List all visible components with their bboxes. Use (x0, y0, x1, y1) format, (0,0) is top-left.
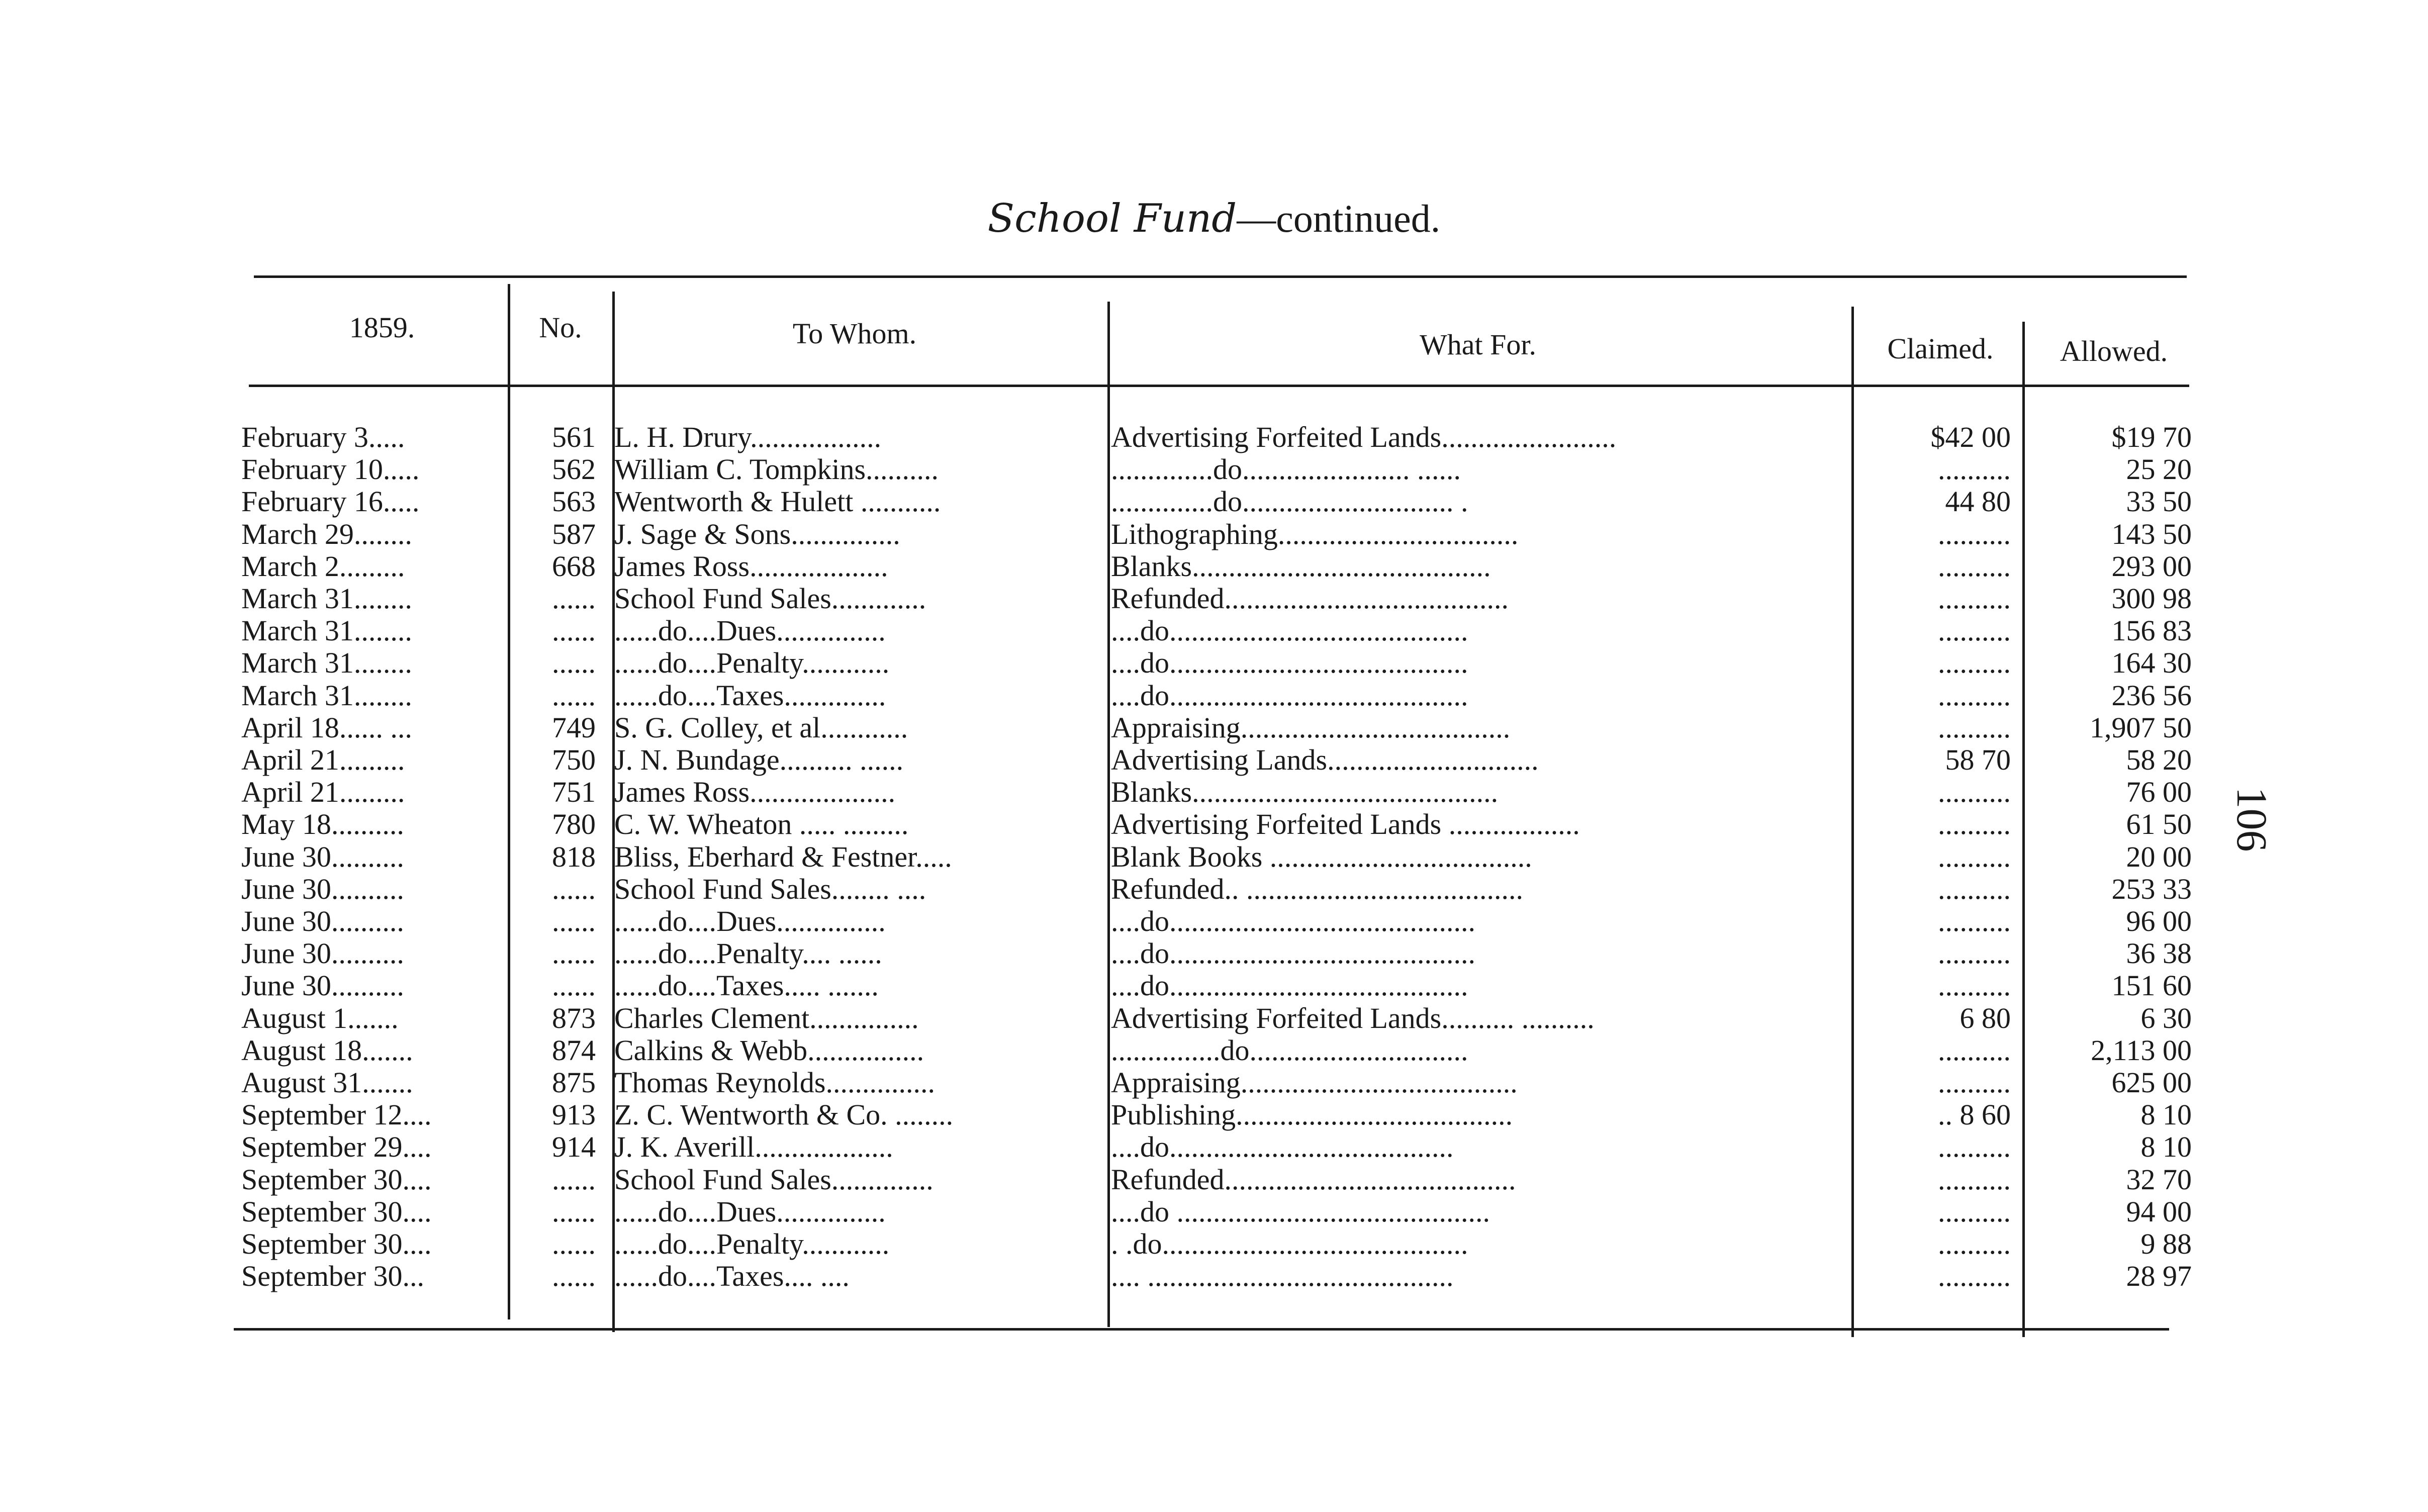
row-to-whom: James Ross.................... (614, 776, 896, 809)
row-claimed: .......... (1938, 1034, 2011, 1067)
row-what-for: Advertising Lands............................. (1111, 744, 1539, 776)
row-to-whom: Thomas Reynolds............... (614, 1067, 935, 1099)
table-row (0, 776, 2428, 808)
table-row (0, 583, 2428, 615)
row-what-for: Blank Books .................................... (1111, 840, 1532, 873)
row-what-for: Appraising...................................... (1111, 1067, 1518, 1099)
title-rest: —continued. (1237, 197, 1441, 240)
row-to-whom: ......do....Dues............... (614, 615, 886, 647)
row-number: ...... (552, 1228, 596, 1260)
row-what-for: ....do.......................................... (1111, 905, 1475, 937)
row-claimed: .......... (1938, 840, 2011, 873)
row-date: September 12.... (241, 1099, 432, 1131)
row-what-for: Advertising Forfeited Lands .................. (1111, 808, 1580, 841)
row-date: June 30.......... (241, 873, 404, 905)
row-claimed: .......... (1938, 583, 2011, 615)
row-date: April 18...... ... (241, 711, 412, 744)
table-row (0, 486, 2428, 518)
table-row (0, 873, 2428, 905)
row-claimed: .......... (1938, 1195, 2011, 1228)
row-allowed: 1,907 50 (2090, 711, 2192, 744)
row-to-whom: J. N. Bundage.......... ...... (614, 744, 904, 776)
table-row (0, 970, 2428, 1002)
row-what-for: Advertising Forfeited Lands.......... .......... (1111, 1002, 1595, 1034)
row-date: September 29.... (241, 1131, 432, 1164)
row-claimed: $42 00 (1930, 421, 2011, 453)
row-to-whom: ......do....Taxes..... ....... (614, 970, 879, 1002)
row-claimed: .......... (1938, 808, 2011, 841)
page-number: 106 (2228, 787, 2276, 852)
row-number: 914 (552, 1131, 596, 1164)
row-number: ...... (552, 873, 596, 905)
row-what-for: Refunded.. ...................................... (1111, 873, 1523, 905)
row-to-whom: Z. C. Wentworth & Co. ........ (614, 1099, 954, 1131)
row-allowed: 6 30 (2140, 1002, 2192, 1034)
row-allowed: 94 00 (2126, 1195, 2192, 1228)
row-what-for: ..............do....................... ...... (1111, 453, 1461, 486)
row-what-for: ....do......................................... (1111, 647, 1468, 680)
row-number: ...... (552, 905, 596, 937)
row-allowed: $19 70 (2111, 421, 2192, 453)
row-what-for: Advertising Forfeited Lands........................ (1111, 421, 1617, 453)
row-claimed: .......... (1938, 679, 2011, 712)
row-what-for: ....do....................................... (1111, 1131, 1454, 1164)
row-what-for: ..............do............................. . (1111, 486, 1468, 518)
row-to-whom: School Fund Sales............. (614, 583, 926, 615)
row-to-whom: Bliss, Eberhard & Festner..... (614, 840, 952, 873)
row-number: ...... (552, 679, 596, 712)
row-claimed: .......... (1938, 550, 2011, 583)
row-to-whom: ......do....Penalty............ (614, 1228, 890, 1260)
row-date: September 30... (241, 1260, 425, 1293)
row-to-whom: William C. Tompkins.......... (614, 453, 939, 486)
row-what-for: Lithographing................................. (1111, 518, 1519, 550)
row-what-for: ....do......................................... (1111, 970, 1468, 1002)
table-row (0, 937, 2428, 970)
row-allowed: 253 33 (2111, 873, 2192, 905)
row-claimed: .......... (1938, 1131, 2011, 1164)
row-claimed: 44 80 (1945, 486, 2011, 518)
row-number: 874 (552, 1034, 596, 1067)
bottom-rule (234, 1328, 2169, 1331)
row-date: September 30.... (241, 1163, 432, 1196)
row-what-for: Blanks.......................................... (1111, 776, 1499, 809)
row-number: ...... (552, 583, 596, 615)
table-row (0, 647, 2428, 679)
header-rule (249, 385, 2189, 387)
row-allowed: 8 10 (2140, 1099, 2192, 1131)
table-row (0, 615, 2428, 647)
header-allowed: Allowed. (2060, 335, 2168, 367)
row-date: March 31........ (241, 679, 412, 712)
row-claimed: .......... (1938, 711, 2011, 744)
title-italic: School Fund (987, 196, 1237, 241)
row-to-whom: School Fund Sales.............. (614, 1163, 933, 1196)
row-claimed: .......... (1938, 518, 2011, 550)
row-date: February 16..... (241, 486, 420, 518)
row-allowed: 9 88 (2140, 1228, 2192, 1260)
row-number: 913 (552, 1099, 596, 1131)
row-claimed: .......... (1938, 873, 2011, 905)
row-number: ...... (552, 970, 596, 1002)
row-to-whom: S. G. Colley, et al............ (614, 711, 908, 744)
row-date: September 30.... (241, 1228, 432, 1260)
row-number: 561 (552, 421, 596, 453)
row-date: March 29........ (241, 518, 412, 550)
row-to-whom: Charles Clement............... (614, 1002, 919, 1034)
row-allowed: 36 38 (2126, 937, 2192, 970)
table-row (0, 1164, 2428, 1196)
row-allowed: 293 00 (2111, 550, 2192, 583)
row-allowed: 625 00 (2111, 1067, 2192, 1099)
row-number: ...... (552, 937, 596, 970)
row-allowed: 58 20 (2126, 744, 2192, 776)
row-date: February 3..... (241, 421, 405, 453)
row-what-for: Appraising..................................... (1111, 711, 1511, 744)
row-number: 751 (552, 776, 596, 809)
row-to-whom: James Ross................... (614, 550, 888, 583)
row-what-for: ....do ........................................... (1111, 1195, 1490, 1228)
table-row (0, 744, 2428, 776)
row-number: 875 (552, 1067, 596, 1099)
row-allowed: 236 56 (2111, 679, 2192, 712)
header-no: No. (539, 311, 582, 344)
row-to-whom: ......do....Taxes.............. (614, 679, 886, 712)
table-row (0, 550, 2428, 583)
header-year: 1859. (349, 311, 415, 344)
row-number: 873 (552, 1002, 596, 1034)
row-allowed: 156 83 (2111, 615, 2192, 647)
row-date: August 18....... (241, 1034, 413, 1067)
row-to-whom: C. W. Wheaton ..... ......... (614, 808, 909, 841)
row-date: April 21......... (241, 744, 405, 776)
row-what-for: ....do......................................... (1111, 679, 1468, 712)
table-row (0, 1260, 2428, 1292)
row-what-for: ....do.......................................... (1111, 937, 1475, 970)
row-allowed: 300 98 (2111, 583, 2192, 615)
row-number: 563 (552, 486, 596, 518)
row-allowed: 33 50 (2126, 486, 2192, 518)
table-row (0, 1196, 2428, 1228)
row-what-for: Blanks......................................... (1111, 550, 1491, 583)
row-date: September 30.... (241, 1195, 432, 1228)
row-to-whom: L. H. Drury.................. (614, 421, 882, 453)
row-allowed: 151 60 (2111, 970, 2192, 1002)
row-allowed: 2,113 00 (2091, 1034, 2192, 1067)
table-row (0, 1002, 2428, 1034)
row-to-whom: ......do....Dues............... (614, 905, 886, 937)
row-claimed: .......... (1938, 647, 2011, 680)
row-claimed: .......... (1938, 937, 2011, 970)
row-date: April 21......... (241, 776, 405, 809)
row-number: 780 (552, 808, 596, 841)
header-to-whom: To Whom. (792, 317, 917, 350)
row-date: June 30.......... (241, 970, 404, 1002)
row-claimed: .......... (1938, 1228, 2011, 1260)
row-claimed: .......... (1938, 1067, 2011, 1099)
row-allowed: 76 00 (2126, 776, 2192, 809)
row-claimed: .......... (1938, 453, 2011, 486)
row-claimed: 6 80 (1959, 1002, 2011, 1034)
top-rule (254, 275, 2187, 278)
row-allowed: 20 00 (2126, 840, 2192, 873)
row-date: June 30.......... (241, 840, 404, 873)
row-number: 587 (552, 518, 596, 550)
page-title (0, 196, 2428, 241)
row-allowed: 96 00 (2126, 905, 2192, 937)
row-allowed: 32 70 (2126, 1163, 2192, 1196)
row-claimed: .......... (1938, 1260, 2011, 1293)
row-date: March 31........ (241, 583, 412, 615)
row-number: ...... (552, 1163, 596, 1196)
row-what-for: Refunded........................................ (1111, 1163, 1516, 1196)
row-number: 562 (552, 453, 596, 486)
table-row (0, 841, 2428, 873)
row-what-for: .... .......................................... (1111, 1260, 1454, 1293)
table-row (0, 518, 2428, 550)
row-to-whom: ......do....Dues............... (614, 1195, 886, 1228)
table-row (0, 1131, 2428, 1163)
row-claimed: 58 70 (1945, 744, 2011, 776)
row-allowed: 143 50 (2111, 518, 2192, 550)
row-to-whom: Calkins & Webb................ (614, 1034, 924, 1067)
row-to-whom: Wentworth & Hulett ........... (614, 486, 941, 518)
row-number: ...... (552, 615, 596, 647)
row-allowed: 28 97 (2126, 1260, 2192, 1293)
row-allowed: 8 10 (2140, 1131, 2192, 1164)
row-date: March 2......... (241, 550, 405, 583)
row-claimed: .......... (1938, 615, 2011, 647)
row-claimed: .......... (1938, 1163, 2011, 1196)
row-date: March 31........ (241, 647, 412, 680)
row-what-for: . .do.......................................... (1111, 1228, 1468, 1260)
row-date: May 18.......... (241, 808, 404, 841)
row-what-for: Refunded....................................... (1111, 583, 1509, 615)
row-what-for: Publishing...................................... (1111, 1099, 1513, 1131)
row-what-for: ....do......................................... (1111, 615, 1468, 647)
row-allowed: 61 50 (2126, 808, 2192, 841)
row-number: ...... (552, 1195, 596, 1228)
row-to-whom: ......do....Penalty............ (614, 647, 890, 680)
row-claimed: .......... (1938, 776, 2011, 809)
row-number: 750 (552, 744, 596, 776)
table-row (0, 453, 2428, 486)
row-number: 668 (552, 550, 596, 583)
row-date: March 31........ (241, 615, 412, 647)
header-what-for: What For. (1420, 328, 1536, 361)
header-claimed: Claimed. (1887, 332, 1994, 365)
row-number: ...... (552, 1260, 596, 1293)
row-to-whom: J. Sage & Sons............... (614, 518, 900, 550)
row-allowed: 164 30 (2111, 647, 2192, 680)
row-to-whom: School Fund Sales........ .... (614, 873, 926, 905)
row-date: June 30.......... (241, 905, 404, 937)
row-to-whom: J. K. Averill................... (614, 1131, 893, 1164)
row-date: August 1....... (241, 1002, 399, 1034)
table-row (0, 712, 2428, 744)
row-allowed: 25 20 (2126, 453, 2192, 486)
table-row (0, 905, 2428, 937)
row-to-whom: ......do....Penalty.... ...... (614, 937, 882, 970)
row-number: ...... (552, 647, 596, 680)
row-to-whom: ......do....Taxes.... .... (614, 1260, 850, 1293)
table-row (0, 1099, 2428, 1131)
row-claimed: .......... (1938, 905, 2011, 937)
table-row (0, 421, 2428, 453)
table-row (0, 1067, 2428, 1099)
row-claimed: .. 8 60 (1938, 1099, 2011, 1131)
row-number: 818 (552, 840, 596, 873)
row-what-for: ...............do.............................. (1111, 1034, 1468, 1067)
row-number: 749 (552, 711, 596, 744)
table-row (0, 808, 2428, 840)
row-date: June 30.......... (241, 937, 404, 970)
row-claimed: .......... (1938, 970, 2011, 1002)
row-date: February 10..... (241, 453, 420, 486)
table-row (0, 680, 2428, 712)
row-date: August 31....... (241, 1067, 413, 1099)
table-row (0, 1034, 2428, 1067)
table-row (0, 1228, 2428, 1260)
